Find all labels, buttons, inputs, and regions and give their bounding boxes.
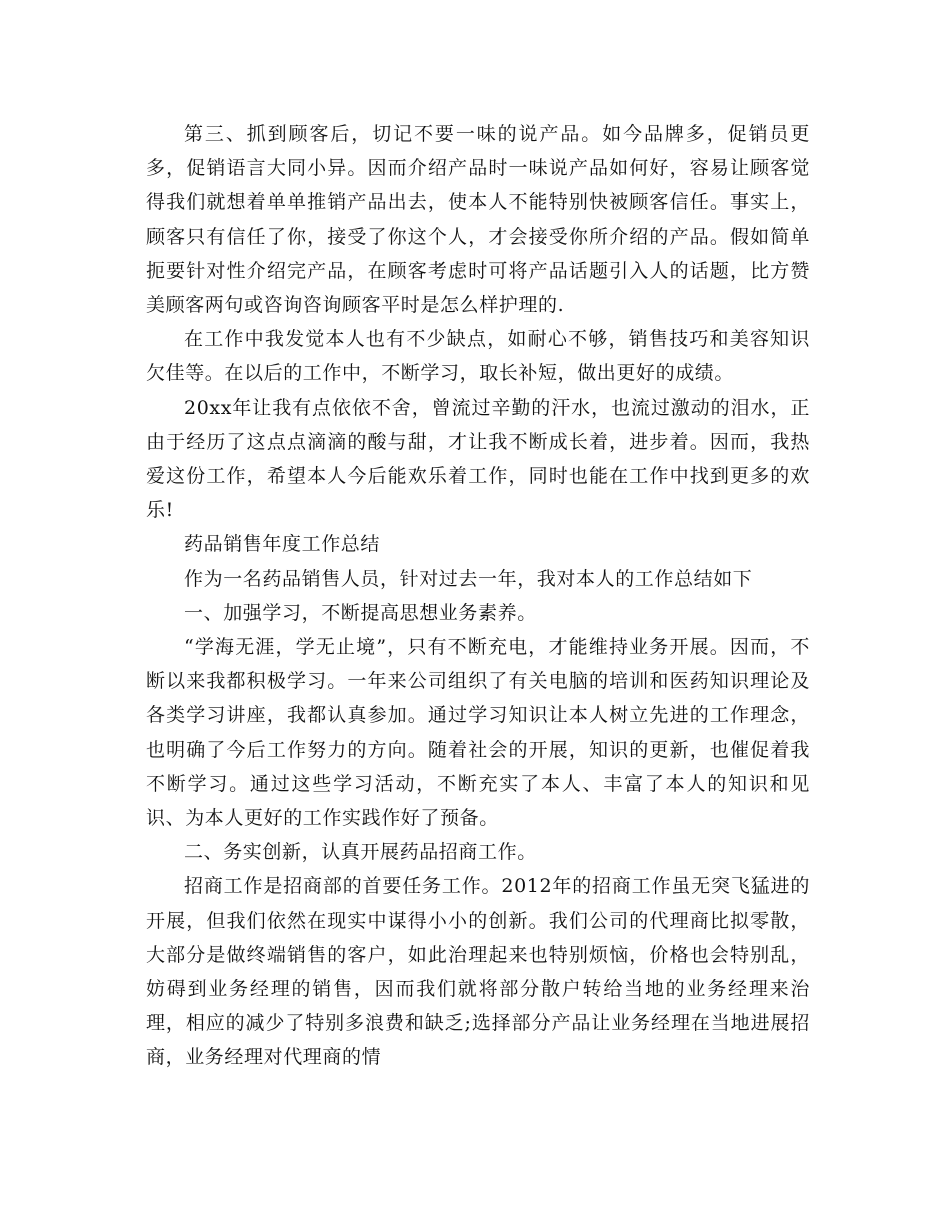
- paragraph-investment: 招商工作是招商部的首要任务工作。2012年的招商工作虽无突飞猛进的开展，但我们依然在现实中谋得小小的创新。我们公司的代理商比拟零散，大部分是做终端销售的客户，如此治理起来也特别烦恼，价格也会特别乱，妨碍到业务经理的销售，因而我们就将部分散户转给当地的业务经理来治理，相应的减少了特别多浪费和缺乏;选择部分产品让业务经理在当地进展招商，业务经理对代理商的情: [146, 875, 810, 1069]
- paragraph-learning: “学海无涯，学无止境”，只有不断充电，才能维持业务开展。因而，不断以来我都积极学习。一年来公司组织了有关电脑的培训和医药知识理论及各类学习讲座，我都认真参加。通过学习知识让本人树立先进的工作理念，也明确了今后工作努力的方向。随着社会的开展，知识的更新，也催促着我不断学习。通过这些学习活动，不断充实了本人、丰富了本人的知识和见识、为本人更好的工作实践作好了预备。: [146, 636, 810, 830]
- heading-innovation: 二、务实创新，认真开展药品招商工作。: [184, 841, 537, 864]
- document-body: [146, 117, 810, 1075]
- paragraph-customer-approach: 第三、抓到顾客后，切记不要一味的说产品。如今品牌多，促销员更多，促销语言大同小异。因而介绍产品时一味说产品如何好，容易让顾客觉得我们就想着单单推销产品出去，使本人不能特别快被顾客信任。事实上，顾客只有信任了你，接受了你这个人，才会接受你所介绍的产品。假如简单扼要针对性介绍完产品，在顾客考虑时可将产品话题引入人的话题，比方赞美顾客两句或咨询咨询顾客平时是怎么样护理的.: [146, 123, 810, 317]
- section-title: 药品销售年度工作总结: [184, 533, 381, 556]
- heading-learning: 一、加强学习，不断提高思想业务素养。: [184, 601, 537, 624]
- paragraph-intro: 作为一名药品销售人员，针对过去一年，我对本人的工作总结如下: [184, 567, 753, 590]
- paragraph-year-reflection: 20xx年让我有点依依不舍，曾流过辛勤的汗水，也流过激动的泪水，正由于经历了这点点滴滴的酸与甜，才让我不断成长着，进步着。因而，我热爱这份工作，希望本人今后能欢乐着工作，同时也能在工作中找到更多的欢乐!: [146, 396, 810, 522]
- paragraph-shortcomings: 在工作中我发觉本人也有不少缺点，如耐心不够，销售技巧和美容知识欠佳等。在以后的工作中，不断学习，取长补短，做出更好的成绩。: [146, 328, 810, 385]
